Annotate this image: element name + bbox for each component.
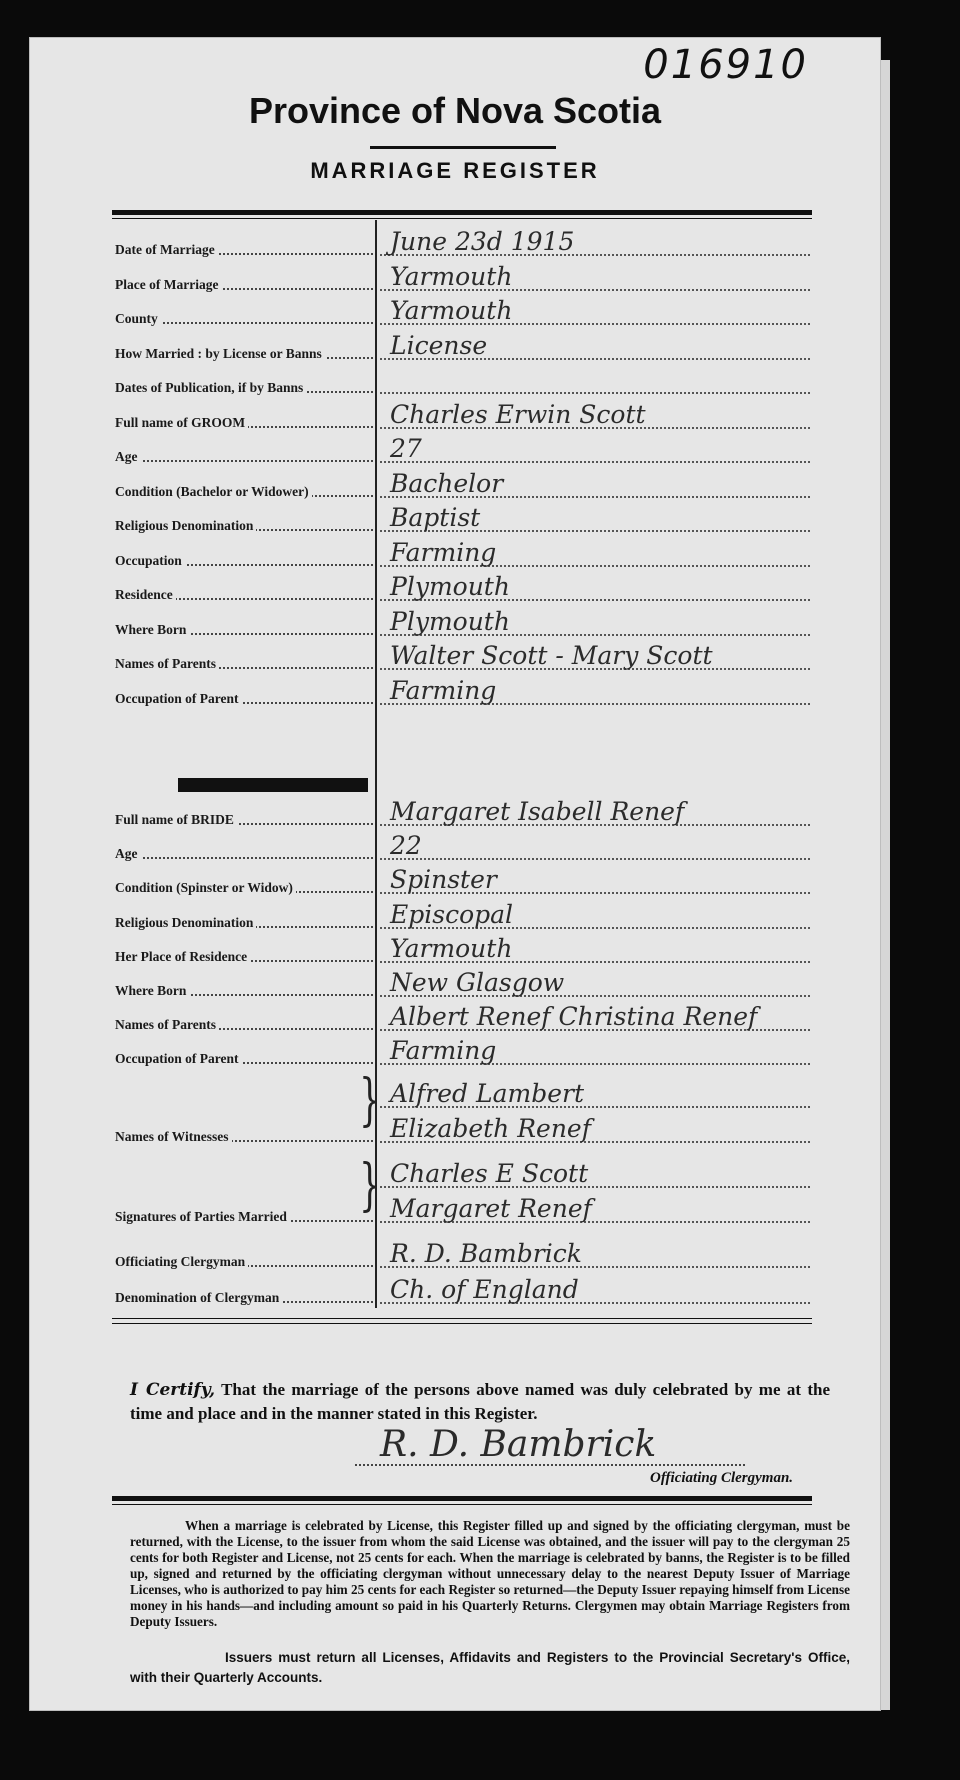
groom-field-row xyxy=(115,261,810,295)
field-label: Place of Marriage xyxy=(115,277,221,292)
field-label: Full name of GROOM xyxy=(115,415,248,430)
field-label: Occupation of Parent xyxy=(115,1051,242,1066)
groom-field-row xyxy=(115,640,810,674)
groom-field-row xyxy=(115,571,810,605)
clergyman-field-row xyxy=(115,1274,810,1308)
field-value: License xyxy=(390,330,488,360)
field-label: Residence xyxy=(115,587,176,602)
field-label: Religious Denomination xyxy=(115,915,256,930)
field-label: Where Born xyxy=(115,983,189,998)
field-label: Occupation of Parent xyxy=(115,691,242,706)
party-2-signature: Margaret Renef xyxy=(390,1194,592,1223)
parties-row-2 xyxy=(115,1193,810,1227)
field-value: Farming xyxy=(390,1036,497,1066)
field-label: Her Place of Residence xyxy=(115,949,250,964)
bride-field-row xyxy=(115,967,810,1001)
bride-field-row xyxy=(115,830,810,864)
groom-field-row xyxy=(115,226,810,260)
signature-caption: Officiating Clergyman. xyxy=(650,1470,794,1486)
bride-field-row xyxy=(115,1001,810,1035)
field-value: 27 xyxy=(390,434,422,463)
field-value: Walter Scott - Mary Scott xyxy=(390,641,713,670)
field-value: Plymouth xyxy=(390,606,510,636)
party-1-signature: Charles E Scott xyxy=(390,1159,589,1188)
field-value: Charles Erwin Scott xyxy=(390,399,646,429)
field-value: Yarmouth xyxy=(390,261,513,291)
bride-field-row xyxy=(115,864,810,898)
field-label: Names of Parents xyxy=(115,1017,219,1032)
mid-rule-2 xyxy=(112,1323,812,1324)
field-value: Yarmouth xyxy=(390,296,513,325)
page-title: Province of Nova Scotia xyxy=(248,90,662,131)
signature-line xyxy=(355,1464,745,1466)
field-label: Occupation xyxy=(115,553,185,568)
field-label: Names of Parents xyxy=(115,656,219,671)
field-value: Episcopal xyxy=(390,899,514,929)
title-rule xyxy=(370,146,556,149)
witness-2: Elizabeth Renef xyxy=(390,1114,591,1143)
field-value: Farming xyxy=(390,537,497,567)
groom-field-row xyxy=(115,675,810,709)
bride-section-bar xyxy=(178,778,368,792)
field-value: Ch. of England xyxy=(390,1275,579,1304)
witnesses-label: Names of Witnesses xyxy=(115,1129,232,1144)
field-label: Date of Marriage xyxy=(115,242,218,257)
mid-rule-1 xyxy=(112,1318,812,1319)
clergyman-signature: R. D. Bambrick xyxy=(380,1424,657,1465)
top-thin-rule xyxy=(112,218,812,219)
field-label: Dates of Publication, if by Banns xyxy=(115,380,306,395)
witness-1: Alfred Lambert xyxy=(390,1079,585,1108)
groom-field-row xyxy=(115,606,810,640)
groom-field-row xyxy=(115,399,810,433)
field-value: Baptist xyxy=(390,503,481,532)
bride-field-row xyxy=(115,933,810,967)
bride-field-row xyxy=(115,1035,810,1069)
field-value: Albert Renef Christina Renef xyxy=(390,1002,758,1032)
certification-text xyxy=(130,1378,830,1426)
field-value: June 23d 1915 xyxy=(390,227,575,256)
groom-field-row xyxy=(115,295,810,329)
bottom-thick-rule xyxy=(112,1496,812,1501)
field-value: New Glasgow xyxy=(390,968,565,997)
groom-field-row xyxy=(115,537,810,571)
clergyman-field-row xyxy=(115,1238,810,1272)
bottom-thin-rule xyxy=(112,1504,812,1505)
witnesses-row-2 xyxy=(115,1113,810,1147)
field-value: Plymouth xyxy=(390,572,510,601)
witnesses-brace: } xyxy=(359,1068,381,1133)
field-value: R. D. Bambrick xyxy=(390,1239,582,1268)
field-value: Spinster xyxy=(390,865,497,895)
groom-field-row xyxy=(115,502,810,536)
parties-label: Signatures of Parties Married xyxy=(115,1209,290,1224)
groom-field-row xyxy=(115,364,810,398)
groom-field-row xyxy=(115,468,810,502)
field-label: Age xyxy=(115,449,141,464)
page-subtitle: MARRIAGE REGISTER xyxy=(310,158,600,183)
field-value: Yarmouth xyxy=(390,933,513,963)
top-thick-rule xyxy=(112,210,812,215)
bride-field-row xyxy=(115,899,810,933)
field-label: Officiating Clergyman xyxy=(115,1254,248,1269)
field-label: Denomination of Clergyman xyxy=(115,1290,282,1305)
certify-lead: I Certify, xyxy=(130,1380,216,1400)
field-label: Age xyxy=(115,846,141,861)
field-value: 22 xyxy=(390,831,422,861)
parties-brace: } xyxy=(359,1153,381,1218)
field-label: Full name of BRIDE xyxy=(115,812,237,827)
document-number: 016910 xyxy=(643,42,808,88)
issuers-note: Issuers must return all Licenses, Affidavits and Registers to the Provincial Secretary's Office, with their Quarterly Accounts. xyxy=(130,1650,850,1685)
groom-field-row xyxy=(115,433,810,467)
register-paper xyxy=(30,38,880,1710)
field-label: Condition (Spinster or Widow) xyxy=(115,880,296,895)
bride-field-row xyxy=(115,796,810,830)
instructions-notice: When a marriage is celebrated by License, this Register filled up and signed by the officiating clergyman, must be returned, with the License, to the issuer from whom the said License was obtained, and the issuer will pay to the clergyman 25 cents for both Register and License, not 25 cents for each. When the marriage is celebrated by banns, the Register is to be filled up, signed and returned by the officiating clergyman without unnecessary delay to the nearest Deputy Issuer of Marriage Licenses, who is authorized to pay him 25 cents for each Register so returned—the Deputy Issuer repaying himself from License money in his hands—and including amount so paid in his Quarterly Returns. Clergymen may obtain Marriage Registers from Deputy Issuers. xyxy=(130,1518,850,1629)
parties-row-1 xyxy=(115,1158,810,1192)
field-value: Bachelor xyxy=(390,468,504,498)
groom-field-row xyxy=(115,330,810,364)
field-label: County xyxy=(115,311,161,326)
witnesses-row-1 xyxy=(115,1078,810,1112)
field-label: Where Born xyxy=(115,622,189,637)
field-value: Farming xyxy=(390,675,497,705)
field-label: Religious Denomination xyxy=(115,518,256,533)
certify-body: That the marriage of the persons above named was duly celebrated by me at the time and place and in the manner stated in this Register. xyxy=(130,1380,830,1423)
field-label: How Married : by License or Banns xyxy=(115,346,325,361)
field-label: Condition (Bachelor or Widower) xyxy=(115,484,312,499)
field-value: Margaret Isabell Renef xyxy=(390,797,685,826)
